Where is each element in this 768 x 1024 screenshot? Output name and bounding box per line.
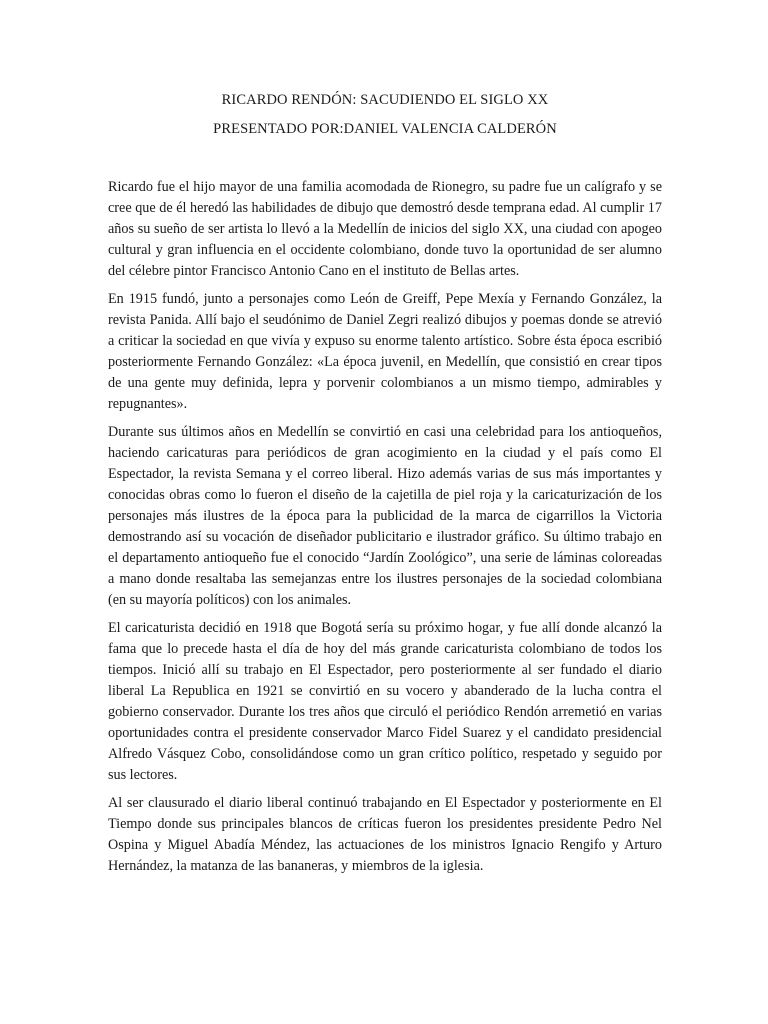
paragraph: Al ser clausurado el diario liberal continuó trabajando en El Espectador y posteriormente en El Tiempo donde sus principales blancos de críticas fueron los presidentes presidente Pedro Nel Ospina y Miguel Abadía Méndez, las actuaciones de los ministros Ignacio Rengifo y Arturo Hernández, la matanza de las bananeras, y miembros de la iglesia. <box>108 795 662 874</box>
paragraph: El caricaturista decidió en 1918 que Bogotá sería su próximo hogar, y fue allí donde alcanzó la fama que lo precede hasta el día de hoy del más grande caricaturista colombiano de todos los tiempos. Inició allí su trabajo en El Espectador, pero posteriormente al ser fundado el diario liberal La Republica en 1921 se convirtió en su vocero y abanderado de la lucha contra el gobierno conservador. Durante los tres años que circuló el periódico Rendón arremetió en varias oportunidades contra el presidente conservador Marco Fidel Suarez y el candidato presidencial Alfredo Vásquez Cobo, consolidándose como un gran crítico político, respetado y seguido por sus lectores. <box>108 620 662 783</box>
document-page <box>108 0 662 1024</box>
paragraph: Durante sus últimos años en Medellín se convirtió en casi una celebridad para los antioqueños, haciendo caricaturas para periódicos de gran acogimiento en la ciudad y el país como El Espectador, la revista Semana y el correo liberal. Hizo además varias de sus más importantes y conocidas obras como lo fueron el diseño de la cajetilla de piel roja y la caricaturización de los personajes más ilustres de la época para la publicidad de la marca de cigarrillos la Victoria demostrando así su vocación de diseñador publicitario e ilustrador gráfico. Su último trabajo en el departamento antioqueño fue el conocido “Jardín Zoológico”, una serie de láminas coloreadas a mano donde resaltaba las semejanzas entre los ilustres personajes de la sociedad colombiana (en su mayoría políticos) con los animales. <box>108 424 662 608</box>
document-title: RICARDO RENDÓN: SACUDIENDO EL SIGLO XX <box>221 92 549 108</box>
paragraph: Ricardo fue el hijo mayor de una familia acomodada de Rionegro, su padre fue un calígrafo y se cree que de él heredó las habilidades de dibujo que demostró desde temprana edad. Al cumplir 17 años su sueño de ser artista lo llevó a la Medellín de inicios del siglo XX, una ciudad con apogeo cultural y gran influencia en el occidente colombiano, donde tuvo la oportunidad de ser alumno del célebre pintor Francisco Antonio Cano en el instituto de Bellas artes. <box>108 179 662 279</box>
document-author-line: PRESENTADO POR:DANIEL VALENCIA CALDERÓN <box>213 121 557 137</box>
document-body <box>108 177 662 884</box>
paragraph: En 1915 fundó, junto a personajes como León de Greiff, Pepe Mexía y Fernando González, la revista Panida. Allí bajo el seudónimo de Daniel Zegri realizó dibujos y poemas donde se atrevió a criticar la sociedad en que vivía y expuso su enorme talento artístico. Sobre ésta época escribió posteriormente Fernando González: «La época juvenil, en Medellín, que consistió en crear tipos de una gente muy definida, lepra y porvenir colombianos a un mismo tiempo, admirables y repugnantes». <box>108 291 662 412</box>
